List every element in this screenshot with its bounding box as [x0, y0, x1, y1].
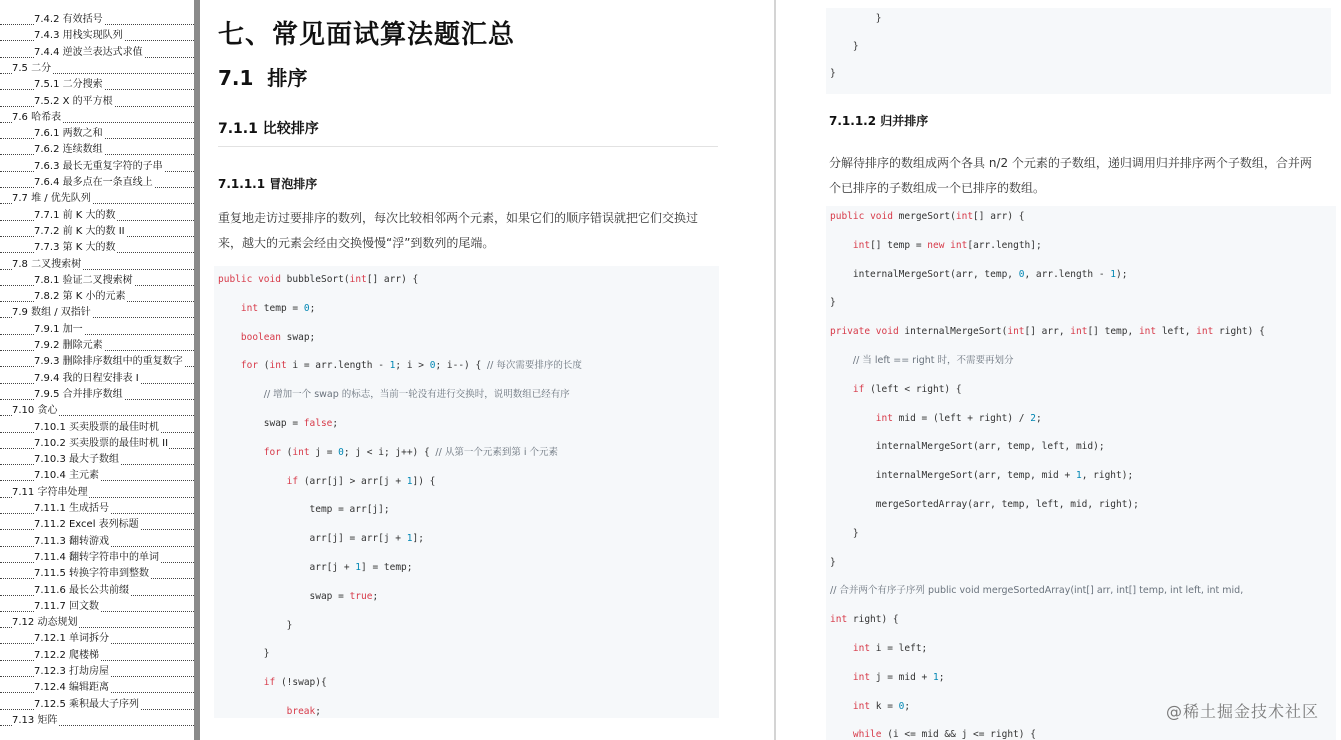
code-line: public void mergeSort(int[] arr) { [830, 211, 1025, 222]
toc-item[interactable] [0, 501, 194, 517]
toc-item[interactable] [0, 305, 194, 321]
toc-item-label: 7.7.3 第 K 大的数 [34, 242, 116, 254]
toc-item[interactable] [0, 110, 194, 126]
toc-item[interactable] [0, 420, 194, 436]
code-line: int[] temp = new int[arr.length]; [852, 239, 1042, 251]
document-page-1 [200, 0, 774, 740]
code-block [214, 266, 719, 718]
code-line: arr[j + 1] = temp; [218, 562, 413, 573]
toc-item[interactable] [0, 175, 194, 191]
toc-item[interactable] [0, 387, 194, 403]
toc-item[interactable] [0, 126, 194, 142]
toc-item-label: 7.10.4 主元素 [34, 470, 99, 482]
toc-item-label: 7.11.2 Excel 表列标题 [34, 519, 139, 531]
toc-item-label: 7.9.3 删除排序数组中的重复数字 [34, 356, 183, 368]
paragraph-line: 个已排序的子数组成一个已排序的数组。 [829, 181, 1046, 195]
chapter-title: 七、常见面试算法题汇总 [218, 20, 516, 50]
code-line: } [830, 527, 859, 539]
code-line: } [830, 13, 882, 24]
toc-item[interactable] [0, 240, 194, 256]
toc-item-label: 7.5 二分 [12, 62, 52, 74]
code-line: // 当 left == right 时，不需要再划分 [852, 355, 1014, 366]
section-heading [218, 62, 307, 91]
toc-item-label: 7.10.2 买卖股票的最佳时机 II [34, 437, 169, 449]
toc-item-label: 7.9.5 合并排序数组 [34, 388, 123, 400]
toc-item[interactable] [0, 289, 194, 305]
toc-item[interactable] [0, 354, 194, 370]
toc-item-label: 7.4.3 用栈实现队列 [34, 30, 123, 42]
paragraph-line: 重复地走访过要排序的数列，每次比较相邻两个元素，如果它们的顺序错误就把它们交换过 [218, 211, 699, 225]
toc-item[interactable] [0, 338, 194, 354]
toc-item[interactable] [0, 12, 194, 28]
toc-item-label: 7.12.5 乘积最大子序列 [34, 698, 139, 710]
toc-item[interactable] [0, 322, 194, 338]
toc-item-label: 7.9.4 我的日程安排表 I [34, 372, 139, 384]
code-line: int i = left; [852, 643, 928, 654]
document-page-2 [776, 0, 1341, 740]
code-line: mergeSortedArray(arr, temp, left, mid, right); [830, 499, 1139, 510]
code-line: internalMergeSort(arr, temp, mid + 1, right); [830, 470, 1134, 482]
toc-item[interactable] [0, 191, 194, 207]
toc-item-label: 7.6.2 连续数组 [34, 144, 103, 156]
table-of-contents [0, 0, 194, 740]
code-line: while (i <= mid && j <= right) { [852, 729, 1036, 740]
code-line: public void bubbleSort(int[] arr) { [218, 274, 419, 285]
toc-item-label: 7.4.2 有效括号 [34, 14, 103, 25]
code-line: } [830, 297, 836, 309]
paragraph [218, 206, 728, 256]
toc-item-label: 7.11.1 生成括号 [34, 503, 109, 514]
toc-item-label: 7.5.2 X 的平方根 [34, 95, 113, 107]
toc-item-label: 7.11.3 翻转游戏 [34, 535, 109, 547]
code-line: int k = 0; [852, 700, 911, 712]
code-line: } [830, 556, 836, 568]
paragraph-line: 分解待排序的数组成两个各具 n/2 个元素的子数组，递归调用归并排序两个子数组，合并两 [829, 156, 1312, 170]
code-line: // 合并两个有序子序列 public void mergeSortedArray(int[] arr, int[] temp, int left, int mid, [830, 585, 1244, 597]
toc-item-label: 7.11.7 回文数 [34, 600, 99, 612]
toc-item-label: 7.9 数组 / 双指针 [12, 307, 91, 319]
code-line: if (arr[j] > arr[j + 1]) { [286, 475, 436, 487]
toc-item-label: 7.12.3 打劫房屋 [34, 666, 109, 677]
toc-item[interactable] [0, 273, 194, 289]
toc-item[interactable] [0, 436, 194, 452]
toc-item[interactable] [0, 257, 194, 273]
watermark: @稀土掘金技术社区 [1165, 702, 1319, 721]
code-line: temp = arr[j]; [218, 504, 390, 516]
toc-item-label: 7.9.2 删除元素 [34, 340, 103, 351]
toc-item-label: 7.9.1 加一 [34, 323, 83, 335]
toc-item[interactable] [0, 534, 194, 550]
subsection-heading: 7.1.1 比较排序 [218, 121, 319, 137]
toc-item[interactable] [0, 468, 194, 484]
code-line: for (int j = 0; j < i; j++) { // 从第一个元素到第 i 个元素 [263, 446, 559, 458]
toc-item-label: 7.13 矩阵 [12, 714, 58, 726]
toc-item[interactable] [0, 28, 194, 44]
toc-item[interactable] [0, 517, 194, 533]
toc-item[interactable] [0, 550, 194, 566]
toc-item[interactable] [0, 452, 194, 468]
toc-item[interactable] [0, 159, 194, 175]
toc-item[interactable] [0, 713, 194, 729]
toc-item[interactable] [0, 697, 194, 713]
toc-item-label: 7.6.4 最多点在一条直线上 [34, 177, 153, 188]
code-line: boolean swap; [240, 331, 316, 343]
toc-item[interactable] [0, 664, 194, 680]
toc-item-label: 7.10 贪心 [12, 405, 58, 417]
subsubsection-heading: 7.1.1.2 归并排序 [829, 114, 929, 128]
code-line: internalMergeSort(arr, temp, 0, arr.length - 1); [830, 268, 1128, 280]
toc-item[interactable] [0, 615, 194, 631]
toc-item-label: 7.12.2 爬楼梯 [34, 649, 99, 661]
toc-item[interactable] [0, 403, 194, 419]
toc-item-label: 7.7.2 前 K 大的数 II [34, 225, 125, 237]
code-line: int right) { [830, 614, 899, 626]
toc-item-label: 7.8 二叉搜索树 [12, 258, 82, 270]
code-line: } [830, 40, 859, 52]
toc-item-label: 7.7 堆 / 优先队列 [12, 193, 91, 205]
toc-item-label: 7.6.1 两数之和 [34, 128, 103, 140]
toc-item-label: 7.11 字符串处理 [12, 486, 88, 498]
section-number: 7.1 [218, 66, 254, 90]
toc-leader-dots [0, 334, 194, 335]
code-line: int mid = (left + right) / 2; [875, 412, 1042, 424]
toc-item[interactable] [0, 485, 194, 501]
toc-item-label: 7.10.1 买卖股票的最佳时机 [34, 421, 159, 433]
code-line: private void internalMergeSort(int[] arr, int[] temp, int left, int right) { [830, 326, 1265, 338]
toc-item[interactable] [0, 142, 194, 158]
code-line: if (left < right) { [852, 383, 962, 395]
toc-item[interactable] [0, 583, 194, 599]
toc-item-label: 7.11.5 转换字符串到整数 [34, 568, 149, 580]
code-line: if (!swap){ [263, 677, 327, 689]
toc-item-label: 7.4.4 逆波兰表达式求值 [34, 46, 143, 58]
toc-item[interactable] [0, 77, 194, 93]
paragraph-line: 来，越大的元素会经由交换慢慢“浮”到数列的尾端。 [218, 236, 495, 250]
toc-item[interactable] [0, 648, 194, 664]
code-line: } [218, 619, 293, 631]
toc-item[interactable] [0, 45, 194, 61]
code-block [826, 206, 1336, 740]
code-line: swap = true; [218, 590, 379, 602]
code-line: swap = false; [218, 418, 339, 429]
toc-item[interactable] [0, 224, 194, 240]
toc-item-label: 7.8.1 验证二叉搜索树 [34, 274, 133, 286]
toc-item[interactable] [0, 566, 194, 582]
toc-item[interactable] [0, 599, 194, 615]
toc-item-label: 7.8.2 第 K 小的元素 [34, 291, 126, 303]
toc-item[interactable] [0, 61, 194, 77]
toc-item[interactable] [0, 208, 194, 224]
code-line: int temp = 0; [240, 302, 316, 314]
code-line: break; [286, 706, 321, 717]
toc-item[interactable] [0, 631, 194, 647]
toc-item-label: 7.6 哈希表 [12, 111, 62, 123]
section-title: 排序 [267, 66, 308, 90]
toc-item-label: 7.12.1 单词拆分 [34, 633, 109, 645]
toc-item-label: 7.7.1 前 K 大的数 [34, 209, 116, 221]
toc-item[interactable] [0, 680, 194, 696]
toc-item-label: 7.11.6 最长公共前缀 [34, 584, 129, 596]
heading-rule [218, 146, 718, 147]
toc-item-label: 7.12 动态规划 [12, 617, 78, 629]
toc-item-label: 7.11.4 翻转字符串中的单词 [34, 551, 159, 563]
code-block-continued [826, 8, 1331, 94]
code-line: } [218, 648, 270, 660]
toc-item[interactable] [0, 94, 194, 110]
code-line: arr[j] = arr[j + 1]; [218, 533, 424, 545]
subsubsection-heading: 7.1.1.1 冒泡排序 [218, 177, 318, 191]
toc-item-label: 7.6.3 最长无重复字符的子串 [34, 160, 163, 172]
code-line: for (int i = arr.length - 1; i > 0; i--) { // 每次需要排序的长度 [240, 360, 582, 372]
code-line: internalMergeSort(arr, temp, left, mid); [830, 441, 1105, 453]
toc-item-label: 7.12.4 编辑距离 [34, 682, 109, 694]
toc-item-label: 7.5.1 二分搜索 [34, 79, 103, 91]
toc-item[interactable] [0, 371, 194, 387]
code-line: } [830, 68, 836, 79]
paragraph [829, 151, 1334, 201]
toc-item-label: 7.10.3 最大子数组 [34, 454, 119, 466]
code-line: // 增加一个 swap 的标志，当前一轮没有进行交换时，说明数组已经有序 [263, 389, 570, 401]
code-line: int j = mid + 1; [852, 671, 945, 683]
